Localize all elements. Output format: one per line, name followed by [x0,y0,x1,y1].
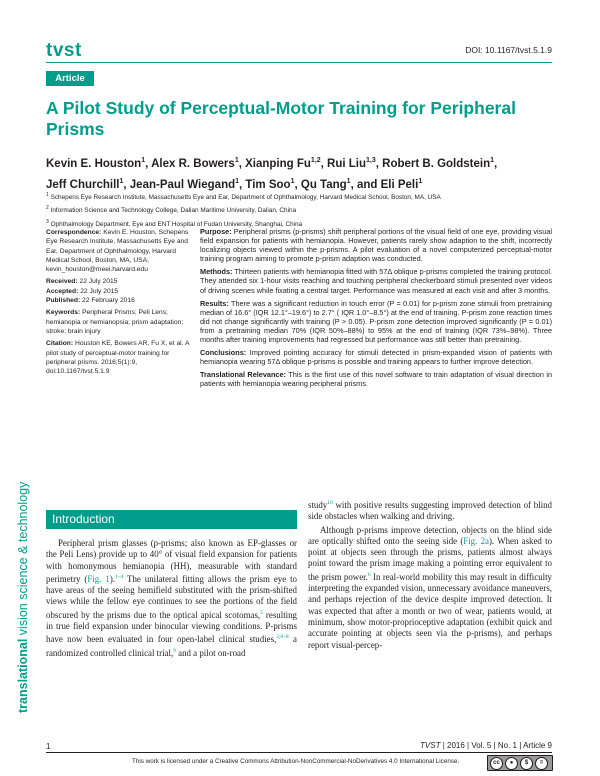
article-info-sidebar [46,228,196,379]
author: Rui Liu$^{1,3}$, [327,157,383,170]
published-date: Published: 22 February 2016 [46,297,135,305]
paragraph: Although p-prisms improve detection, objects on the blind side are optically shifted onto the seeing side (Fig. 2a). When asked to point at objects seen through the prisms, patients almost always point toward the prism image making a pointing error equivalent to the prism power.$^6$ In real-world mobility this may result in difficulty interpreting the expanded vision, unnecessary avoidance maneuvers, and perhaps rejection of the device despite improved detection. It was expected that after a month or two of wear, patients would, at minimum, show motor-proprioceptive adaptation (exhibit quick and accurate pointing at objects seen via the p-prisms), and perhaps report visual-percep- [308,524,553,650]
author-list [46,152,551,194]
citation-link[interactable]: 10 [327,500,333,506]
body-column-right [308,498,552,651]
side-banner-bold: translational [16,638,30,713]
affiliation-list [46,190,556,230]
author: Robert B. Goldstein$^1$, [382,157,498,170]
abstract-methods: Methods: Thirteen patients with hemianopia fitted with 57Δ oblique p-prisms completed the training protocol. They attended six 1-hour visits reaching and touching peripheral checkerboard stimuli presented over videos of driving scenes while fixating a central target. Performance was measured at each visit and after 3 months. [200,267,552,295]
citation-link[interactable]: 9 [173,647,176,654]
author: Jean-Paul Wiegand$^1$, [129,177,246,191]
received-date: Received: 22 July 2015 [46,278,118,286]
svg-text:translational vision science & [16,481,30,713]
journal-logo: tvst [46,40,82,61]
cc-icon: cc [490,757,503,770]
header-rule [46,62,552,63]
abstract-purpose: Purpose: Peripheral prisms (p-prisms) shift peripheral portions of the visual field of one eye, providing visual field expansion for patients with hemianopia. However, patients rarely show adaption to the shift, incorrectly localizing objects viewed within the p-prisms. A pilot evaluation of a novel computerized perceptual-motor training program aiming to promote p-prism adaption was conducted. [200,227,553,264]
citation-link[interactable]: 6 [367,571,371,578]
article-title: A Pilot Study of Perceptual-Motor Training for Peripheral Prisms [46,98,516,139]
figure-link[interactable]: Fig. 1 [87,573,110,584]
abstract [200,227,552,393]
affiliation: $^3$ Ophthalmology Department, Eye and ENT Hospital of Fudan University, Shanghai, China [46,218,303,228]
accepted-date: Accepted: 22 July 2015 [46,287,119,295]
journal-info: TVST | 2016 | Vol. 5 | No. 1 | Article 9 [420,741,552,750]
keywords: Keywords: Peripheral Prisms; Peli Lens; hemianopia or hemianopsia; prism adaptation; stroke; brain injury [46,309,184,335]
section-heading-introduction: Introduction [46,510,297,529]
license-text: This work is licensed under a Creative Commons Attribution-NonCommercial-NoDerivatives 4.0 International License. [132,758,460,765]
correspondence: Correspondence: Kevin E. Houston, Schepens Eye Research Institute, Massachusetts Eye and Ear, Department of Ophthalmology, Harvard Medical School, Boston, MA, USA; kevin_houston@meei.harvard.edu [46,229,189,274]
side-banner-rest: vision science & technology [16,481,30,639]
author: Eli Peli$^1$ [380,177,423,191]
figure-link[interactable]: Fig. 2a [463,535,489,546]
author: Qu Tang$^1$, and [300,177,381,191]
nd-icon: = [535,757,548,770]
page-number: 1 [46,742,51,751]
author: Jeff Churchill$^1$, [46,177,130,191]
citation: Citation: Houston KE, Bowers AR, Fu X, et al. A pilot study of perceptual-motor training for peripheral prisms. 2016;5(1):9, doi:10.1167/tvst.5.1.9 [46,340,190,376]
affiliation: $^2$ Information Science and Technology College, Dalian Maritime University, Dalian, China [46,205,297,215]
citation-link[interactable]: 5 [260,609,263,616]
article-type-tag: Article [46,71,94,86]
abstract-results: Results: There was a significant reduction in touch error (P = 0.01) for p-prism zone stimuli from pretraining median of 16.6° (IQR 12.1°–19.6°) to 2.7° ( IQR 1.0°–8.5°) at the end of training. P-prism zone reaction times did not change significantly with training (P > 0.05). P-prism zone detection improved significantly (P = 0.01) from a pretraining median 70% (IQR 50%–88%) to 95% at the end of training (IQR 73%–98%). Three months after training improvements had regressed but performance was still better than pretraining. [200,298,552,345]
paragraph: Peripheral prism glasses (p-prisms; also known as EP-glasses or the Peli Lens) provide up to 40° of visual field expansion for patients with homonymous hemianopia (HH), measurable with standard perimetry (Fig. 1).$^{1-4}$ The unilateral fitting allows the prism eye to have areas of the seeing hemifield substituted with the prism-shifted views while the fellow eye continues to see the portions of the field obscured by the prisms due to the optical apical scotomas,$^5$ resulting in true field expansion under binocular viewing conditions. P-prisms have now been evaluated in four open-label clinical studies,$^{3,6-8}$ a randomized controlled clinical trial,$^9$ and a pilot on-road [46,538,297,658]
citation-link[interactable]: 3,6–8 [276,634,289,641]
by-icon: ● [505,757,518,770]
citation-link[interactable]: 1–4 [115,573,124,580]
doi-text[interactable]: DOI: 10.1167/tvst.5.1.9 [465,45,552,55]
abstract-relevance: Translational Relevance: This is the first use of this novel software to train adaptation of visual direction in patients with hemianopia wearing peripheral prisms. [200,370,553,389]
journal-side-banner [14,410,32,715]
author: Kevin E. Houston$^1$, [46,157,152,170]
footer-rule [46,752,552,753]
body-column-left [46,538,297,659]
affiliation: $^1$ Schepens Eye Research Institute, Massachusetts Eye and Ear, Department of Ophthalmology, Harvard Medical School, Boston, MA, USA [46,192,441,202]
paragraph: study$^{10}$ with positive results suggesting improved detection of blind side obstacles when walking and driving. [308,499,552,522]
cc-license-badge[interactable] [487,755,553,771]
author: Xianping Fu$^{1,2}$, [245,157,328,170]
author: Alex R. Bowers$^1$, [151,157,246,170]
author: Tim Soo$^1$, [245,177,301,191]
abstract-conclusions: Conclusions: Improved pointing accuracy for stimuli detected in prism-expanded vision of patients with hemianopia wearing 57Δ oblique p-prisms is possible and training appears to further improve detection. [200,348,552,367]
nc-icon: $ [520,757,533,770]
